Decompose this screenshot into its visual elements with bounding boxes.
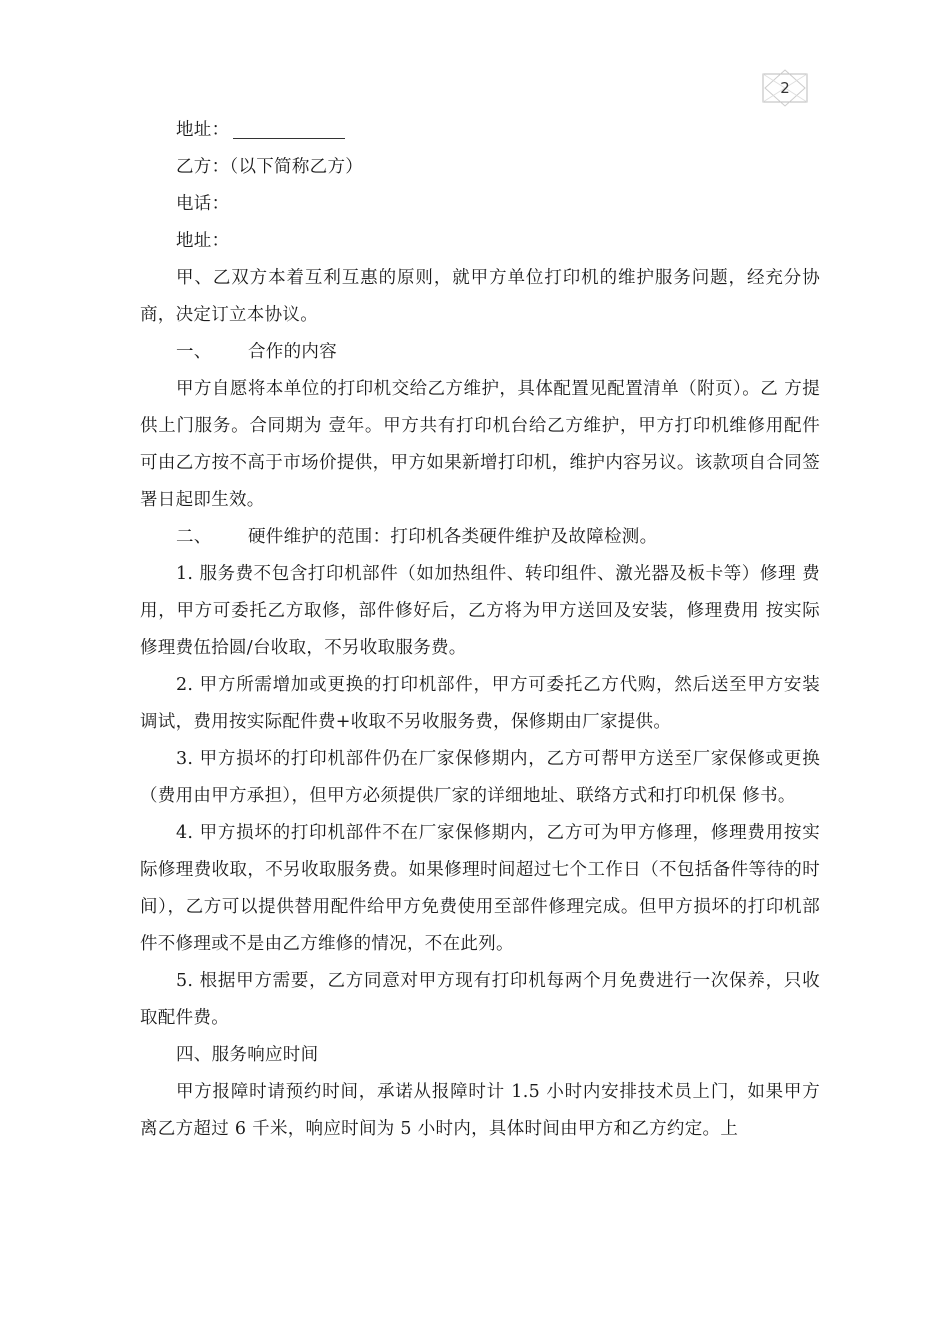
section-2-number: 二、 [176, 527, 212, 547]
section-4-body: 甲方报障时请预约时间，承诺从报障时计 1.5 小时内安排技术员上门，如果甲方离乙方超过 6 千米，响应时间为 5 小时内，具体时间由甲方和乙方约定。上 [140, 1082, 820, 1139]
section-2-item: 3. 甲方损坏的打印机部件仍在厂家保修期内，乙方可帮甲方送至厂家保修或更换（费用由甲方承担），但甲方必须提供厂家的详细地址、联络方式和打印机保 修书。 [140, 749, 820, 806]
section-2-item: 1. 服务费不包含打印机部件（如加热组件、转印组件、激光器及板卡等）修理 费用，甲方可委托乙方取修，部件修好后，乙方将为甲方送回及安装，修理费用 按实际修理费伍拾圆/台收取，不另收取服务费。 [140, 564, 820, 658]
section-4-heading: 四、服务响应时间 [176, 1045, 319, 1065]
address-line [140, 112, 820, 149]
intro-paragraph: 甲、乙双方本着互利互惠的原则，就甲方单位打印机的维护服务问题，经充分协商，决定订立本协议。 [140, 268, 820, 325]
section-2-item: 5. 根据甲方需要，乙方同意对甲方现有打印机每两个月免费进行一次保养，只收取配件费。 [140, 971, 820, 1028]
section-2-item: 2. 甲方所需增加或更换的打印机部件，甲方可委托乙方代购，然后送至甲方安装调试，费用按实际配件费+收取不另收服务费，保修期由厂家提供。 [140, 675, 820, 732]
party-b-line: 乙方：（以下简称乙方） [176, 157, 364, 177]
address-line-2: 地址： [176, 231, 230, 251]
phone-line: 电话： [176, 194, 230, 214]
document-body [140, 112, 820, 1148]
page-number-badge [760, 68, 810, 108]
page-number: 2 [780, 79, 790, 97]
section-1-number: 一、 [176, 342, 212, 362]
section-2-item: 4. 甲方损坏的打印机部件不在厂家保修期内，乙方可为甲方修理，修理费用按实际修理费收取，不另收取服务费。如果修理时间超过七个工作日（不包括备件等待的时间），乙方可以提供替用配件给甲方免费使用至部件修理完成。但甲方损坏的打印机部件不修理或不是由乙方维修的情况，不在此列。 [140, 823, 820, 954]
section-2-heading [140, 519, 820, 556]
address-label: 地址： [176, 120, 230, 140]
address-blank [233, 118, 345, 139]
section-1-heading [140, 334, 820, 371]
section-2-title: 硬件维护的范围：打印机各类硬件维护及故障检测。 [248, 527, 658, 547]
section-1-body: 甲方自愿将本单位的打印机交给乙方维护，具体配置见配置清单（附页）。乙 方提供上门服务。合同期为 壹年。甲方共有打印机台给乙方维护，甲方打印机维修用配件可由乙方按不高于市场价提供，甲方如果新增打印机，维护内容另议。该款项自合同签署日起即生效。 [140, 379, 820, 510]
section-1-title: 合作的内容 [248, 342, 337, 362]
